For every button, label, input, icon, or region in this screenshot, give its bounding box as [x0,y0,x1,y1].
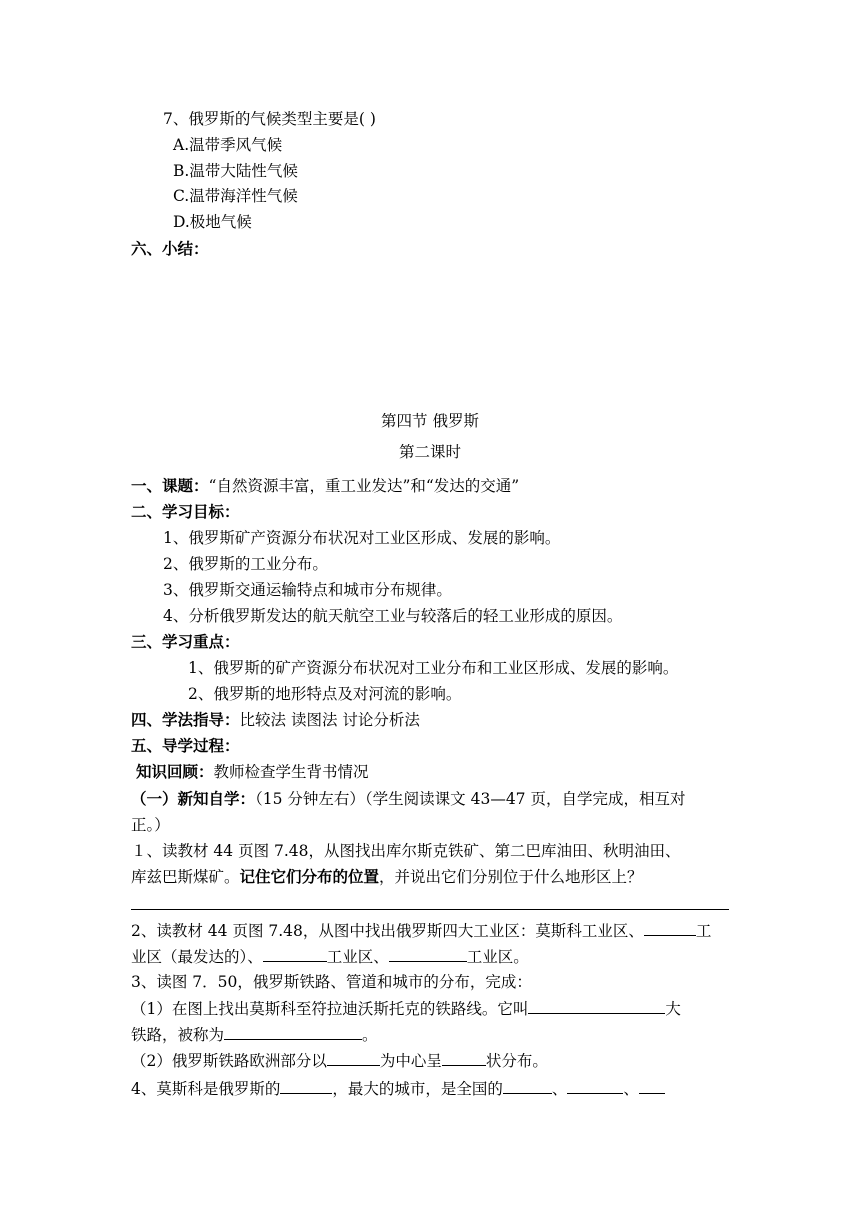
item3-sub1 [131,997,681,1020]
answer-rule [131,909,729,910]
item3-sub2-mid: 为中心呈 [379,1052,442,1070]
item3-sub2-pre: （2）俄罗斯铁路欧洲部分以 [131,1052,327,1070]
key-point-2: 2、俄罗斯的地形特点及对河流的影响。 [188,685,462,703]
blank-railway-name[interactable] [528,997,665,1014]
topic-label: 一、课题： [131,476,209,495]
q7-option-c: C.温带海洋性气候 [173,187,298,205]
item1-line2 [131,866,643,888]
summary-heading: 六、小结： [131,239,209,258]
item2-line2-a: 业区（最发达的）、 [131,948,263,966]
blank-railway-nickname[interactable] [224,1023,362,1040]
blank-moscow-center-1[interactable] [503,1077,552,1094]
item2-line2-c: 工业区。 [466,948,529,966]
process-label: 五、导学过程： [131,736,240,755]
methods-label: 四、学法指导： [131,710,240,729]
blank-industrial-zone-2[interactable] [263,945,327,962]
item1-line1: １、读教材 44 页图 7.48，从图找出库尔斯克铁矿、第二巴库油田、秋明油田、 [131,842,681,860]
methods-row [131,709,420,731]
item3-line1: 3、读图 7．50，俄罗斯铁路、管道和城市的分布，完成： [131,973,532,991]
self-study-label: （一）新知自学： [131,789,256,808]
item2-line1-post: 工 [695,922,712,940]
item4-pre: 4、莫斯科是俄罗斯的 [131,1080,281,1098]
lesson-subtitle: 第二课时 [398,443,461,461]
key-points-label: 三、学习重点： [131,632,240,651]
item2-line1-pre: 2、读教材 44 页图 7.48，从图中找出俄罗斯四大工业区：莫斯科工业区、 [131,922,644,940]
goals-label: 二、学习目标： [131,502,240,521]
blank-industrial-zone-3[interactable] [389,945,467,962]
item3-sub1-post: 大 [665,1000,681,1018]
review-text: 教师检查学生背书情况 [213,763,369,781]
goal-item-4: 4、分析俄罗斯发达的航天航空工业与较落后的轻工业形成的原因。 [163,607,623,625]
self-study-row [131,788,685,810]
blank-rail-center[interactable] [327,1049,380,1066]
item4-mid: ，最大的城市，是全国的 [332,1080,503,1098]
blank-rail-pattern[interactable] [442,1049,486,1066]
blank-moscow-center-2[interactable] [567,1077,623,1094]
item4-line [131,1077,665,1100]
self-study-text: （15 分钟左右）（学生阅读课文 43—47 页，自学完成，相互对 [255,790,686,808]
item3-sub1-pre: （1）在图上找出莫斯科至符拉迪沃斯托克的铁路线。它叫 [131,1000,529,1018]
item1-line2-pre: 库兹巴斯煤矿。 [131,868,240,886]
blank-moscow-center-3[interactable] [639,1077,665,1094]
item3-sub2-post: 状分布。 [485,1052,548,1070]
methods-text: 比较法 读图法 讨论分析法 [239,711,420,729]
item2-line1 [131,919,711,942]
lesson-title: 第四节 俄罗斯 [381,412,479,430]
blank-moscow-role[interactable] [280,1077,332,1094]
item1-line2-emphasis: 记住它们分布的位置 [239,867,380,886]
item3-sub1-line2-pre: 铁路，被称为 [131,1026,225,1044]
self-study-text-cont: 正。） [131,816,170,834]
item3-sub1-line2 [131,1023,378,1046]
q7-option-a: A.温带季风气候 [173,136,283,154]
item2-line2-b: 工业区、 [326,948,389,966]
item1-line2-post: ，并说出它们分别位于什么地形区上？ [379,868,643,886]
item4-sep1: 、 [551,1080,568,1098]
goal-item-2: 2、俄罗斯的工业分布。 [163,555,328,573]
q7-option-b: B.温带大陆性气候 [173,162,298,180]
item3-sub2 [131,1049,548,1072]
goal-item-1: 1、俄罗斯矿产资源分布状况对工业区形成、发展的影响。 [163,529,561,547]
goal-item-3: 3、俄罗斯交通运输特点和城市分布规律。 [163,581,452,599]
item2-line2 [131,945,529,968]
q7-stem: 7、俄罗斯的气候类型主要是( ) [163,110,376,128]
item3-sub1-line2-post: 。 [362,1026,378,1044]
blank-industrial-zone-1[interactable] [644,919,696,936]
q7-option-d: D.极地气候 [173,213,252,231]
review-label: 知识回顾： [136,762,214,781]
topic-row [131,475,519,497]
item4-sep2: 、 [623,1080,639,1098]
review-row [136,761,369,783]
topic-text: “自然资源丰富，重工业发达”和“发达的交通” [208,477,520,495]
key-point-1: 1、俄罗斯的矿产资源分布状况对工业分布和工业区形成、发展的影响。 [188,659,679,677]
